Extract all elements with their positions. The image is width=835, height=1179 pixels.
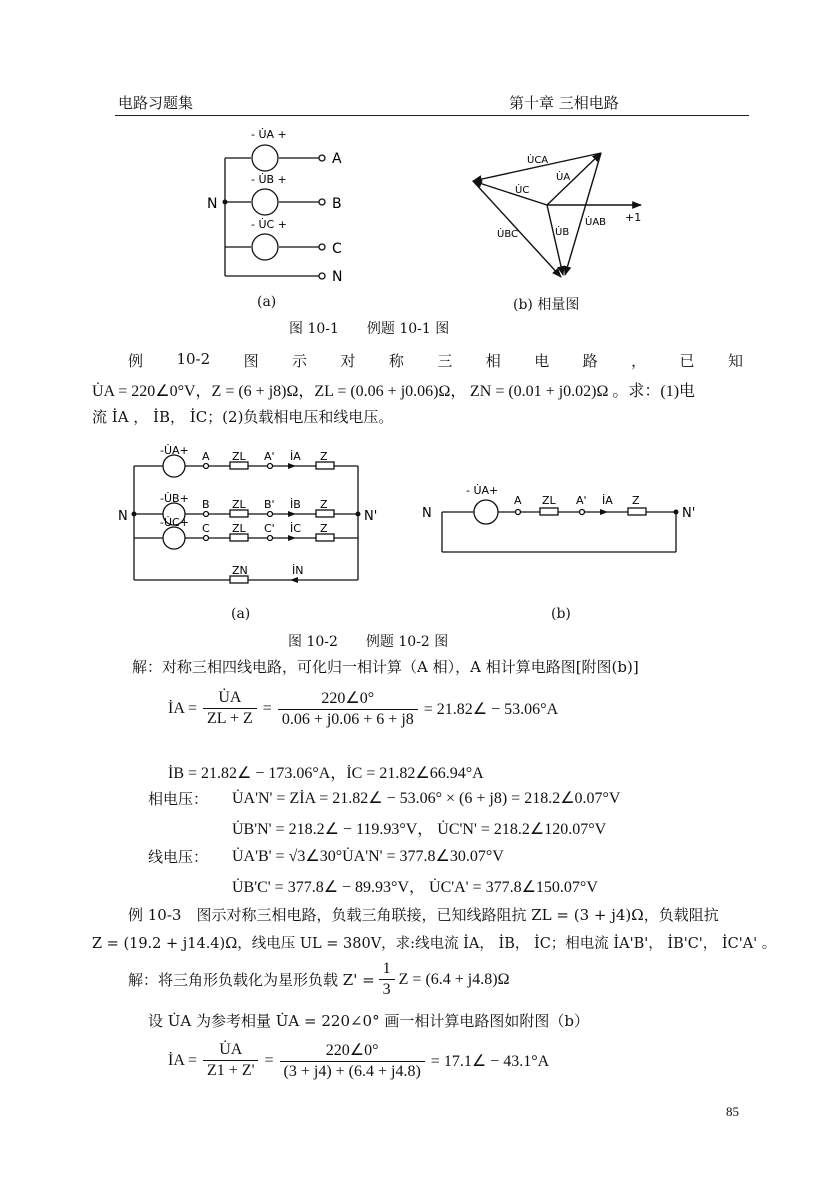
zl-label-a: ZL — [232, 450, 246, 463]
neutral-n-prime-label: N' — [364, 509, 378, 524]
z-label-c: Z — [320, 522, 328, 535]
real-axis-label: +1 — [625, 211, 642, 224]
node-b-prime: B' — [264, 498, 275, 511]
node-c-prime: C' — [264, 522, 275, 535]
phase-voltage-a: U̇A'N' = ZİA = 21.82∠ − 53.06° × (6 + j8) = 218.2∠0.07°V — [232, 790, 621, 807]
node-a-prime: A' — [576, 494, 587, 507]
current-in: İN — [292, 564, 304, 577]
example-10-3-line2: Z = (19.2 + j14.4)Ω，线电压 UL = 380V，求:线电流 İA， İB， İC；相电流 İA'B'， İB'C'， İC'A' 。 — [92, 936, 777, 952]
node-c: C — [332, 241, 342, 257]
solution-10-3-reference: 设 U̇A 为参考相量 U̇A = 220∠0° 画一相计算电路图如附图（b） — [148, 1012, 589, 1030]
solution-10-2-intro: 解：对称三相四线电路，可化归一相计算（A 相），A 相计算电路图[附图(b)] — [132, 658, 639, 676]
node-n: N — [332, 269, 343, 285]
node-b: B — [332, 196, 342, 212]
node-b: B — [202, 498, 210, 511]
example-10-2-title: 例 10-2 图 示 对 称 三 相 电 路 ， 已 知 — [128, 350, 743, 370]
source-a-label: -U̇A+ — [160, 444, 189, 457]
example-10-3-line1: 例 10-3 图示对称三相电路，负载三角联接，已知线路阻抗 ZL = (3 + j4)Ω，负载阻抗 — [128, 906, 719, 924]
neutral-n-label: N — [422, 506, 432, 521]
equation-ia: İA = $\frac{U̇A}{ZL + Z}$ = $\frac{220\angle 0^\circ}{0.06 + j0.06 + 6 + j8}$ = 21.82∠ − 53.06°A — [168, 689, 559, 728]
node-a: A — [332, 151, 342, 167]
chapter-title: 第十章 三相电路 — [509, 94, 619, 112]
neutral-n-label: N — [118, 509, 128, 524]
neutral-n-prime-label: N' — [682, 506, 696, 521]
phasor-label-ubc: U̇BC — [497, 229, 518, 240]
example-10-2-given-zn: ZN = (0.01 + j0.02)Ω 。求：(1)电 — [470, 383, 696, 400]
example-10-2-question: 流 İA ， İB， İC；(2)负载相电压和线电压。 — [92, 408, 394, 426]
source-label-c: - U̇C + — [251, 218, 287, 231]
source-label-a: - U̇A + — [251, 128, 287, 141]
zl-label-b: ZL — [232, 498, 246, 511]
header-rule — [115, 115, 749, 116]
phase-voltage-b-c: U̇B'N' = 218.2∠ − 119.93°V， U̇C'N' = 218.2∠120.07°V — [232, 821, 607, 838]
fig-10-2b-circuit — [420, 470, 710, 560]
zl-label-c: ZL — [232, 522, 246, 535]
equation-ia-delta: İA = $\frac{U̇A}{Z1 + Z'}$ = $\frac{220\angle 0^\circ}{(3 + j4) + (6.4 + j4.8)}$ = 17.1∠ − 43.1°A — [168, 1041, 550, 1080]
source-label-b: - U̇B + — [251, 173, 287, 186]
node-a: A — [202, 450, 210, 463]
fig-10-1a-label: (a) — [257, 294, 277, 310]
node-a: A — [514, 494, 522, 507]
zn-label: ZN — [232, 564, 248, 577]
current-ia: İA — [290, 450, 301, 463]
example-10-2-given: U̇A = 220∠0°V，Z = (6 + j8)Ω，ZL = (0.06 + j0.06)Ω， — [92, 383, 467, 400]
fig-10-1-caption: 图 10-1 例题 10-1 图 — [289, 321, 450, 337]
equation-ib-ic: İB = 21.82∠ − 173.06°A，İC = 21.82∠66.94°A — [168, 765, 484, 782]
z-label-a: Z — [320, 450, 328, 463]
fig-10-1a-circuit — [195, 120, 365, 290]
fig-10-2a-label: (a) — [231, 606, 251, 622]
node-c: C — [202, 522, 210, 535]
fig-10-1b-phasor — [455, 135, 665, 285]
node-a-prime: A' — [264, 450, 275, 463]
page-number: 85 — [726, 1104, 739, 1119]
fig-10-2b-label: (b) — [551, 606, 571, 622]
source-c-label: -U̇C+ — [160, 516, 189, 529]
line-voltage-label: 线电压： — [148, 848, 209, 866]
neutral-label: N — [207, 196, 218, 212]
fig-10-2a-circuit — [112, 440, 382, 595]
phasor-label-ua: U̇A — [556, 172, 571, 183]
phasor-label-ub: U̇B — [555, 227, 570, 238]
phasor-label-uc: U̇C — [515, 185, 530, 196]
z-label: Z — [632, 494, 640, 507]
z-label-b: Z — [320, 498, 328, 511]
current-ia: İA — [602, 494, 613, 507]
fig-10-2-caption: 图 10-2 例题 10-2 图 — [288, 634, 449, 650]
source-a-label: - U̇A+ — [466, 484, 499, 497]
phasor-label-uab: U̇AB — [585, 217, 607, 228]
source-b-label: -U̇B+ — [160, 492, 189, 505]
header-title: 电路习题集 — [118, 94, 194, 112]
current-ib: İB — [290, 498, 301, 511]
solution-10-3-equivalent: 解：将三角形负载化为星形负载 Z' = $\frac{1}{3}$ Z = (6.4 + j4.8)Ω — [128, 960, 510, 998]
phase-voltage-label: 相电压： — [148, 790, 209, 808]
current-ic: İC — [290, 522, 301, 535]
line-voltage-ab: U̇A'B' = √3∠30°U̇A'N' = 377.8∠30.07°V — [232, 848, 504, 865]
fig-10-1b-label: (b) 相量图 — [513, 297, 580, 313]
phasor-label-uca: U̇CA — [527, 155, 549, 166]
zl-label: ZL — [542, 494, 556, 507]
line-voltage-bc-ca: U̇B'C' = 377.8∠ − 89.93°V， U̇C'A' = 377.8∠150.07°V — [232, 879, 598, 896]
